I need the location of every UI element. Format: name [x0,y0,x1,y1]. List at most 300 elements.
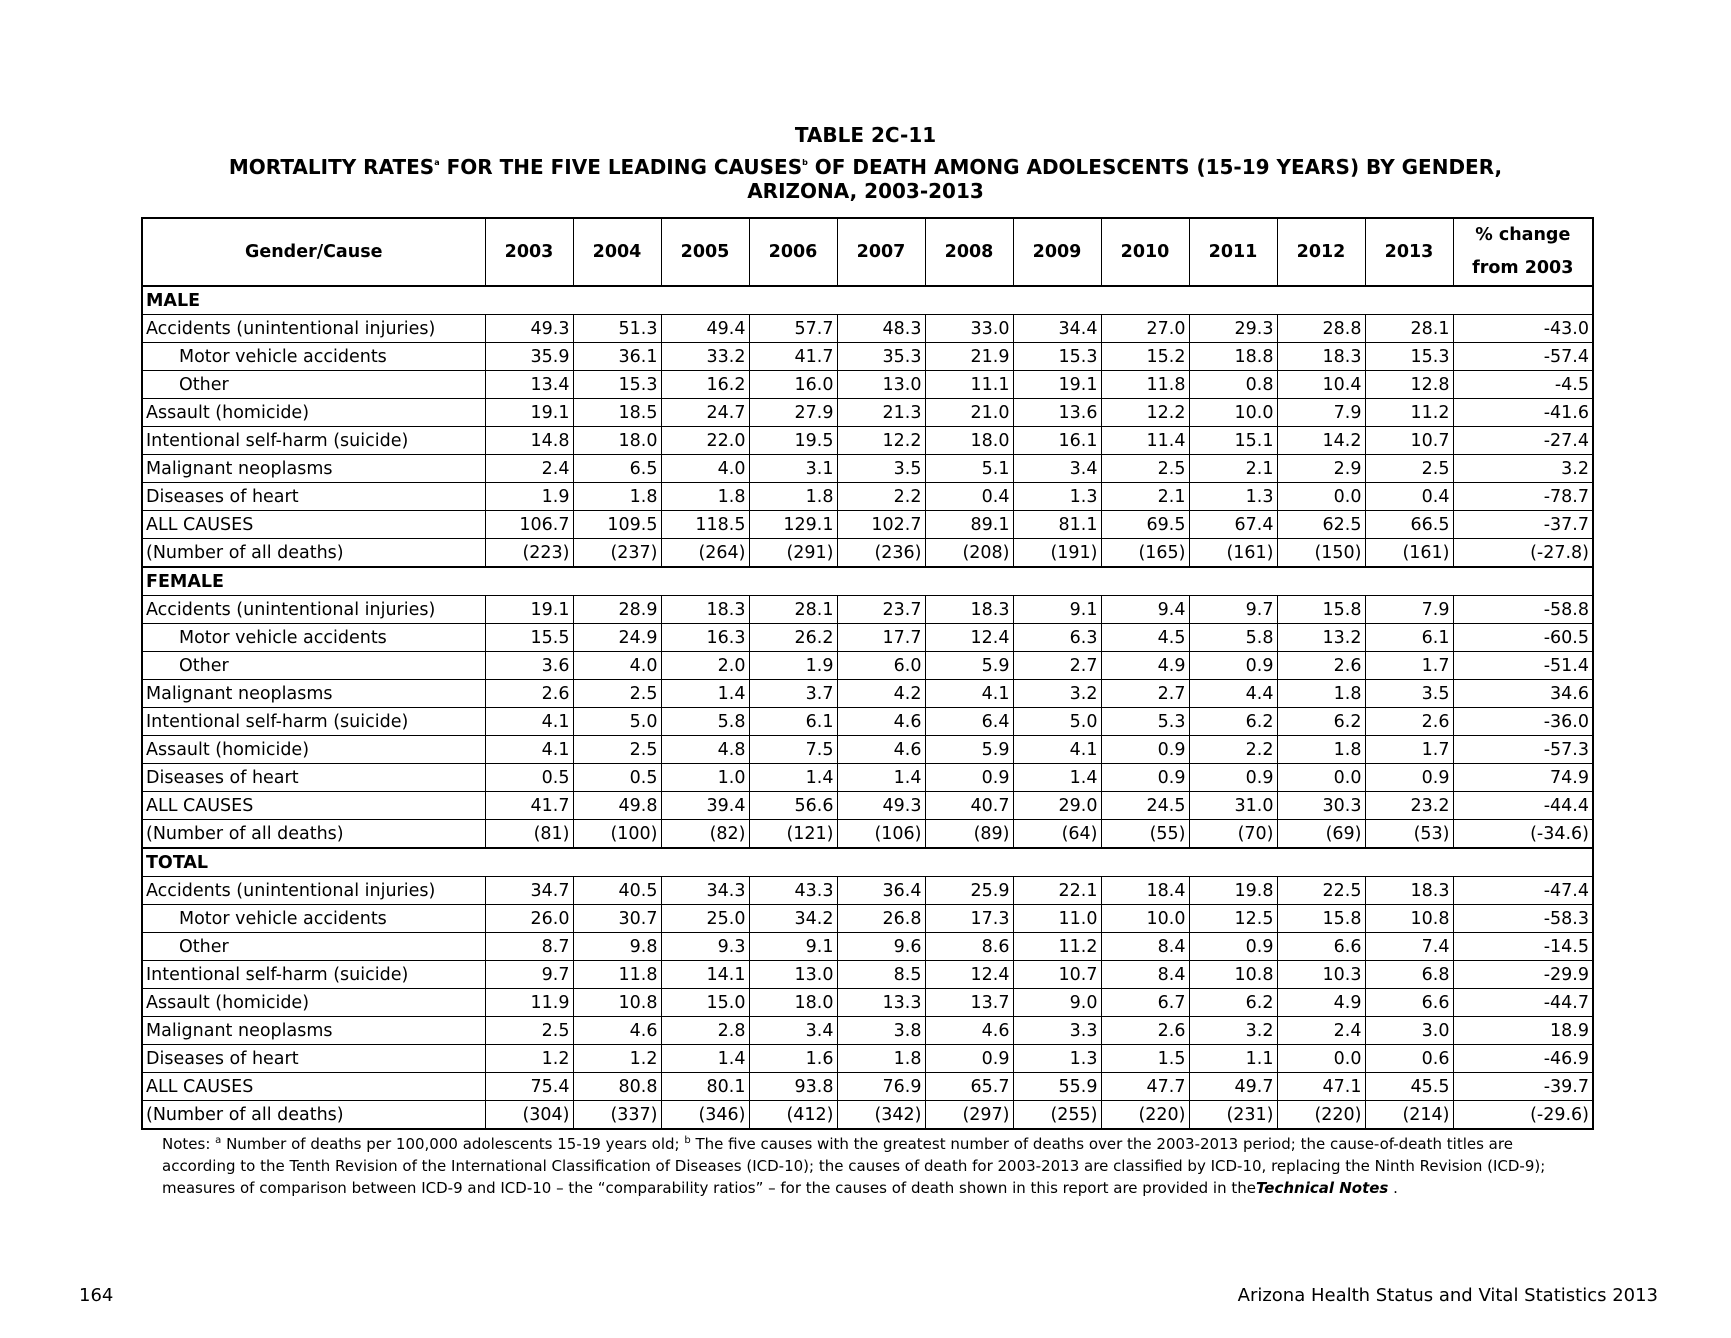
rate-cell: 15.8 [1277,905,1365,933]
empty-cell [1189,848,1277,877]
rate-cell: 11.9 [485,989,573,1017]
rate-cell: 19.1 [485,596,573,624]
rate-cell: 56.6 [749,792,837,820]
column-header-year: 2004 [573,218,661,286]
rate-cell: 1.7 [1365,652,1453,680]
rate-cell: 4.1 [1013,736,1101,764]
rate-cell: 3.3 [1013,1017,1101,1045]
rate-cell: 1.4 [661,1045,749,1073]
rate-cell: 1.3 [1013,483,1101,511]
rate-cell: 2.0 [661,652,749,680]
table-row [142,399,1593,427]
rate-cell: 2.6 [1277,652,1365,680]
rate-cell: 16.2 [661,371,749,399]
rate-cell: 33.2 [661,343,749,371]
table-row [142,343,1593,371]
rate-cell: 66.5 [1365,511,1453,539]
rate-cell: 0.9 [1189,933,1277,961]
change-cell: 18.9 [1453,1017,1593,1045]
column-header-year: 2006 [749,218,837,286]
rate-cell: 18.5 [573,399,661,427]
rate-cell: (55) [1101,820,1189,849]
rate-cell: 55.9 [1013,1073,1101,1101]
rate-cell: 26.2 [749,624,837,652]
rate-cell: 1.9 [485,483,573,511]
change-cell: 34.6 [1453,680,1593,708]
rate-cell: 1.3 [1189,483,1277,511]
rate-cell: 18.0 [749,989,837,1017]
rate-cell: 8.6 [925,933,1013,961]
cause-label: (Number of all deaths) [142,1101,485,1130]
rate-cell: 109.5 [573,511,661,539]
section-label: TOTAL [142,848,485,877]
empty-cell [1189,286,1277,315]
rate-cell: 13.0 [837,371,925,399]
rate-cell: (121) [749,820,837,849]
table-number: TABLE 2C-11 [794,123,937,147]
change-cell: -57.4 [1453,343,1593,371]
rate-cell: (236) [837,539,925,568]
rate-cell: 3.7 [749,680,837,708]
table-row [142,539,1593,568]
change-cell: -44.7 [1453,989,1593,1017]
cause-label: (Number of all deaths) [142,820,485,849]
cause-label: Diseases of heart [142,1045,485,1073]
rate-cell: 26.0 [485,905,573,933]
rate-cell: 7.4 [1365,933,1453,961]
rate-cell: 0.9 [1189,764,1277,792]
rate-cell: 5.8 [1189,624,1277,652]
rate-cell: 9.1 [1013,596,1101,624]
rate-cell: (69) [1277,820,1365,849]
rate-cell: 16.1 [1013,427,1101,455]
table-subtitle: ARIZONA, 2003-2013 [747,179,984,203]
empty-cell [485,286,573,315]
empty-cell [1189,567,1277,596]
rate-cell: 81.1 [1013,511,1101,539]
rate-cell: 6.4 [925,708,1013,736]
rate-cell: (81) [485,820,573,849]
empty-cell [485,848,573,877]
rate-cell: 30.7 [573,905,661,933]
rate-cell: 8.4 [1101,933,1189,961]
rate-cell: 49.8 [573,792,661,820]
rate-cell: 80.8 [573,1073,661,1101]
rate-cell: 0.9 [925,1045,1013,1073]
rate-cell: 36.4 [837,877,925,905]
rate-cell: 4.6 [837,708,925,736]
column-header-year: 2007 [837,218,925,286]
rate-cell: 25.0 [661,905,749,933]
rate-cell: 48.3 [837,315,925,343]
rate-cell: 2.5 [573,736,661,764]
rate-cell: 27.0 [1101,315,1189,343]
rate-cell: 1.5 [1101,1045,1189,1073]
rate-cell: (223) [485,539,573,568]
rate-cell: 19.5 [749,427,837,455]
rate-cell: 33.0 [925,315,1013,343]
change-cell: 74.9 [1453,764,1593,792]
rate-cell: 41.7 [749,343,837,371]
rate-cell: 15.2 [1101,343,1189,371]
rate-cell: 49.3 [837,792,925,820]
rate-cell: (231) [1189,1101,1277,1130]
empty-cell [1453,848,1593,877]
empty-cell [1101,567,1189,596]
rate-cell: 6.2 [1189,708,1277,736]
rate-cell: 26.8 [837,905,925,933]
rate-cell: 6.5 [573,455,661,483]
table-row [142,820,1593,849]
rate-cell: 40.7 [925,792,1013,820]
rate-cell: 12.2 [837,427,925,455]
rate-cell: (237) [573,539,661,568]
rate-cell: (70) [1189,820,1277,849]
empty-cell [1277,567,1365,596]
empty-cell [749,567,837,596]
rate-cell: 13.2 [1277,624,1365,652]
rate-cell: 21.0 [925,399,1013,427]
rate-cell: 1.4 [1013,764,1101,792]
empty-cell [573,286,661,315]
rate-cell: 2.4 [1277,1017,1365,1045]
rate-cell: 5.8 [661,708,749,736]
page-number: 164 [79,1285,114,1306]
rate-cell: 24.7 [661,399,749,427]
rate-cell: 0.6 [1365,1045,1453,1073]
rate-cell: 15.0 [661,989,749,1017]
empty-cell [925,286,1013,315]
rate-cell: 2.4 [485,455,573,483]
table-row [142,933,1593,961]
table-row [142,708,1593,736]
rate-cell: 129.1 [749,511,837,539]
rate-cell: 21.3 [837,399,925,427]
rate-cell: 39.4 [661,792,749,820]
cause-label: Accidents (unintentional injuries) [142,315,485,343]
rate-cell: 36.1 [573,343,661,371]
column-header-year: 2009 [1013,218,1101,286]
rate-cell: 2.1 [1101,483,1189,511]
rate-cell: 8.5 [837,961,925,989]
table-row [142,1073,1593,1101]
cause-label: Intentional self-harm (suicide) [142,427,485,455]
rate-cell: 1.0 [661,764,749,792]
rate-cell: 10.0 [1101,905,1189,933]
empty-cell [1453,567,1593,596]
rate-cell: 13.7 [925,989,1013,1017]
rate-cell: 1.9 [749,652,837,680]
section-header-row [142,567,1593,596]
publication-title: Arizona Health Status and Vital Statistics 2013 [1237,1285,1658,1306]
change-cell: -58.3 [1453,905,1593,933]
change-cell: -47.4 [1453,877,1593,905]
rate-cell: 18.3 [1365,877,1453,905]
rate-cell: 12.4 [925,624,1013,652]
rate-cell: 51.3 [573,315,661,343]
rate-cell: 3.2 [1189,1017,1277,1045]
rate-cell: 0.5 [573,764,661,792]
change-cell: -41.6 [1453,399,1593,427]
rate-cell: 28.1 [1365,315,1453,343]
cause-label: Malignant neoplasms [142,1017,485,1045]
rate-cell: 2.7 [1013,652,1101,680]
rate-cell: (208) [925,539,1013,568]
rate-cell: 45.5 [1365,1073,1453,1101]
rate-cell: 2.8 [661,1017,749,1045]
empty-cell [925,848,1013,877]
footnote-marker-a: a [434,158,440,167]
rate-cell: 6.1 [749,708,837,736]
rate-cell: 4.6 [573,1017,661,1045]
rate-cell: 2.6 [1365,708,1453,736]
rate-cell: (220) [1277,1101,1365,1130]
rate-cell: 102.7 [837,511,925,539]
rate-cell: 1.8 [573,483,661,511]
change-cell: 3.2 [1453,455,1593,483]
rate-cell: 2.5 [1101,455,1189,483]
rate-cell: 6.6 [1277,933,1365,961]
rate-cell: 11.1 [925,371,1013,399]
rate-cell: 14.8 [485,427,573,455]
rate-cell: 40.5 [573,877,661,905]
cause-label: Assault (homicide) [142,399,485,427]
table-row [142,792,1593,820]
rate-cell: 15.8 [1277,596,1365,624]
rate-cell: 9.3 [661,933,749,961]
table-row [142,315,1593,343]
rate-cell: 6.2 [1277,708,1365,736]
empty-cell [661,286,749,315]
cause-label: ALL CAUSES [142,1073,485,1101]
rate-cell: 18.3 [925,596,1013,624]
rate-cell: 4.9 [1277,989,1365,1017]
rate-cell: 1.8 [837,1045,925,1073]
table-row [142,652,1593,680]
rate-cell: 93.8 [749,1073,837,1101]
rate-cell: 0.9 [1101,736,1189,764]
rate-cell: 25.9 [925,877,1013,905]
cause-label: Other [142,652,485,680]
rate-cell: 0.9 [1189,652,1277,680]
rate-cell: 31.0 [1189,792,1277,820]
rate-cell: 0.0 [1277,483,1365,511]
rate-cell: 29.3 [1189,315,1277,343]
rate-cell: 0.9 [925,764,1013,792]
table-row [142,905,1593,933]
rate-cell: 3.4 [1013,455,1101,483]
rate-cell: 18.3 [661,596,749,624]
rate-cell: 15.1 [1189,427,1277,455]
table-row [142,1017,1593,1045]
rate-cell: 13.3 [837,989,925,1017]
rate-cell: 14.1 [661,961,749,989]
section-header-row [142,286,1593,315]
cause-label: Other [142,933,485,961]
table-row [142,1101,1593,1130]
rate-cell: 2.7 [1101,680,1189,708]
rate-cell: (89) [925,820,1013,849]
rate-cell: (150) [1277,539,1365,568]
rate-cell: 0.0 [1277,1045,1365,1073]
rate-cell: 6.3 [1013,624,1101,652]
rate-cell: (412) [749,1101,837,1130]
rate-cell: 6.7 [1101,989,1189,1017]
change-cell: -27.4 [1453,427,1593,455]
rate-cell: 2.5 [573,680,661,708]
change-cell: -60.5 [1453,624,1593,652]
cause-label: Diseases of heart [142,764,485,792]
cause-label: ALL CAUSES [142,792,485,820]
rate-cell: 9.6 [837,933,925,961]
rate-cell: 28.9 [573,596,661,624]
rate-cell: 1.6 [749,1045,837,1073]
rate-cell: 18.0 [925,427,1013,455]
rate-cell: 12.8 [1365,371,1453,399]
rate-cell: 47.1 [1277,1073,1365,1101]
rate-cell: 4.9 [1101,652,1189,680]
change-cell: (-34.6) [1453,820,1593,849]
table-row [142,596,1593,624]
rate-cell: 35.9 [485,343,573,371]
change-cell: -78.7 [1453,483,1593,511]
rate-cell: 49.7 [1189,1073,1277,1101]
column-header-year: 2008 [925,218,1013,286]
rate-cell: 5.1 [925,455,1013,483]
empty-cell [1101,286,1189,315]
change-cell: -44.4 [1453,792,1593,820]
rate-cell: 22.1 [1013,877,1101,905]
rate-cell: 22.0 [661,427,749,455]
rate-cell: 19.1 [1013,371,1101,399]
rate-cell: 35.3 [837,343,925,371]
rate-cell: 13.6 [1013,399,1101,427]
section-label: FEMALE [142,567,485,596]
section-label: MALE [142,286,485,315]
rate-cell: 10.8 [1189,961,1277,989]
rate-cell: 0.0 [1277,764,1365,792]
rate-cell: 1.7 [1365,736,1453,764]
rate-cell: 1.3 [1013,1045,1101,1073]
empty-cell [485,567,573,596]
rate-cell: 1.4 [837,764,925,792]
rate-cell: (161) [1189,539,1277,568]
rate-cell: 24.5 [1101,792,1189,820]
rate-cell: 2.6 [1101,1017,1189,1045]
rate-cell: 1.8 [1277,680,1365,708]
cause-label: Diseases of heart [142,483,485,511]
rate-cell: 24.9 [573,624,661,652]
column-header-cause: Gender/Cause [142,218,485,286]
rate-cell: 16.3 [661,624,749,652]
rate-cell: 15.5 [485,624,573,652]
empty-cell [1013,286,1101,315]
rate-cell: (64) [1013,820,1101,849]
rate-cell: 0.5 [485,764,573,792]
rate-cell: 9.7 [485,961,573,989]
rate-cell: 6.1 [1365,624,1453,652]
rate-cell: 4.1 [485,708,573,736]
rate-cell: 67.4 [1189,511,1277,539]
rate-cell: 4.4 [1189,680,1277,708]
table-row [142,680,1593,708]
rate-cell: 2.2 [1189,736,1277,764]
rate-cell: 10.0 [1189,399,1277,427]
rate-cell: 11.2 [1013,933,1101,961]
rate-cell: 7.9 [1277,399,1365,427]
change-cell: -39.7 [1453,1073,1593,1101]
rate-cell: 10.7 [1013,961,1101,989]
empty-cell [1365,848,1453,877]
rate-cell: (82) [661,820,749,849]
change-cell: -29.9 [1453,961,1593,989]
rate-cell: 18.4 [1101,877,1189,905]
rate-cell: 0.9 [1101,764,1189,792]
rate-cell: 17.7 [837,624,925,652]
empty-cell [1453,286,1593,315]
cause-label: Malignant neoplasms [142,680,485,708]
rate-cell: 65.7 [925,1073,1013,1101]
section-header-row [142,848,1593,877]
column-header-year: 2011 [1189,218,1277,286]
rate-cell: 19.1 [485,399,573,427]
table-row [142,961,1593,989]
rate-cell: 15.3 [1365,343,1453,371]
rate-cell: 18.3 [1277,343,1365,371]
rate-cell: 4.6 [837,736,925,764]
rate-cell: 2.5 [485,1017,573,1045]
rate-cell: 34.2 [749,905,837,933]
rate-cell: 10.3 [1277,961,1365,989]
rate-cell: 9.0 [1013,989,1101,1017]
rate-cell: 18.0 [573,427,661,455]
rate-cell: (337) [573,1101,661,1130]
mortality-table [141,217,1594,1130]
rate-cell: 4.8 [661,736,749,764]
rate-cell: 1.1 [1189,1045,1277,1073]
table-row [142,736,1593,764]
change-cell: -51.4 [1453,652,1593,680]
rate-cell: 118.5 [661,511,749,539]
rate-cell: 0.4 [925,483,1013,511]
change-cell: -58.8 [1453,596,1593,624]
change-cell: -14.5 [1453,933,1593,961]
table-notes: Notes: $^a$ Number of deaths per 100,000 adolescents 15-19 years old; $^b$ The five causes with the greatest number of deaths over the 2003-2013 period; the cause-of-death titles are according to the Tenth Revision of the International Classification of Diseases (ICD-10); the causes of death for 2003-2013 are classified by ICD-10, replacing the Ninth Revision (ICD-9); measures of comparison between ICD-9 and ICD-10 – the “comparability ratios” – for the causes of death shown in this report are provided in theTechnical Notes . [162,1135,1546,1197]
rate-cell: 3.5 [1365,680,1453,708]
rate-cell: 49.3 [485,315,573,343]
empty-cell [1101,848,1189,877]
rate-cell: 80.1 [661,1073,749,1101]
empty-cell [749,286,837,315]
rate-cell: 3.0 [1365,1017,1453,1045]
rate-cell: 0.8 [1189,371,1277,399]
rate-cell: 2.5 [1365,455,1453,483]
rate-cell: 19.8 [1189,877,1277,905]
rate-cell: 6.6 [1365,989,1453,1017]
column-header-year: 2013 [1365,218,1453,286]
rate-cell: 1.2 [485,1045,573,1073]
table-row [142,1045,1593,1073]
rate-cell: 10.8 [573,989,661,1017]
change-cell: -57.3 [1453,736,1593,764]
column-header-year: 2012 [1277,218,1365,286]
empty-cell [573,567,661,596]
rate-cell: (191) [1013,539,1101,568]
cause-label: Motor vehicle accidents [142,905,485,933]
rate-cell: (161) [1365,539,1453,568]
rate-cell: 29.0 [1013,792,1101,820]
rate-cell: 7.5 [749,736,837,764]
